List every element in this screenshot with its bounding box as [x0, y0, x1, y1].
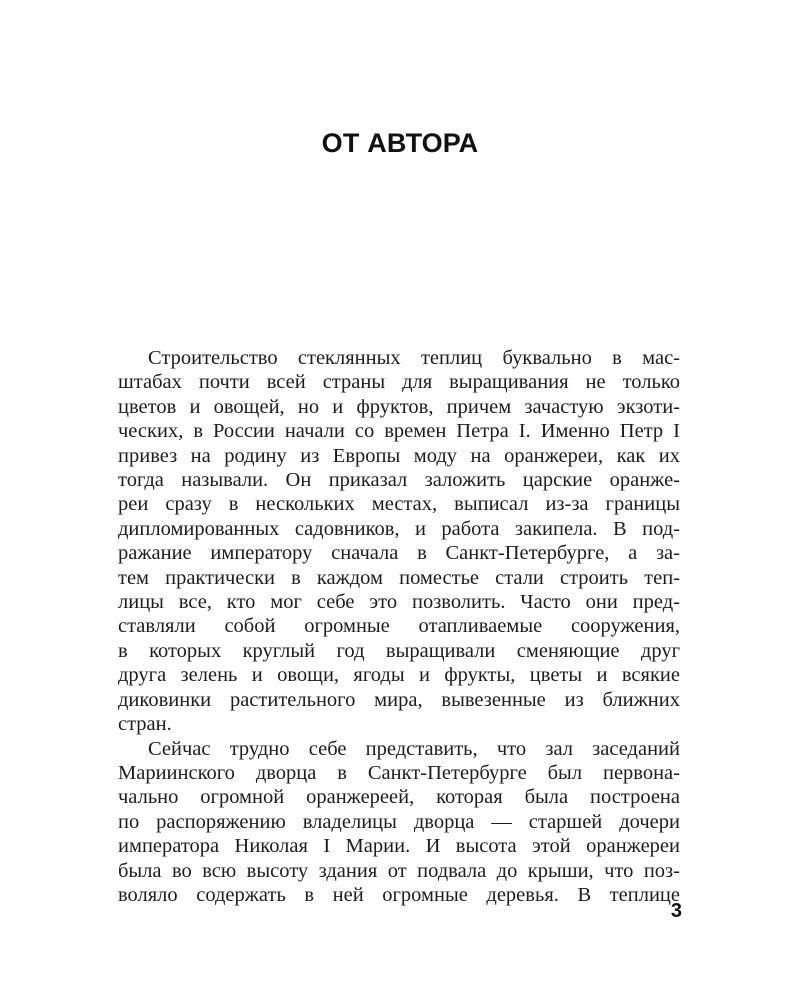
text-line: Строительство стеклянных теплиц буквально в мас-	[148, 347, 680, 369]
text-line: диковинки растительного мира, вывезенные из ближних	[118, 688, 680, 711]
text-line: дипломированных садовников, и работа закипела. В под-	[118, 517, 680, 540]
text-line: реи сразу в нескольких местах, выписал из-за границы	[118, 493, 680, 516]
text-line: воляло содержать в ней огромные деревья. В теплице	[118, 883, 680, 906]
text-line: чально огромной оранжереей, которая была построена	[118, 786, 680, 809]
text-line: по распоряжению владелицы дворца — старшей дочери	[118, 810, 680, 833]
text-line: императора Николая I Марии. И высота этой оранжереи	[118, 835, 680, 858]
text-line: цветов и овощей, но и фруктов, причем зачастую экзоти-	[118, 395, 680, 418]
text-line: друга зелень и овощи, ягоды и фрукты, цветы и всякие	[118, 664, 680, 687]
text-line: стран.	[118, 713, 172, 736]
text-line: привез на родину из Европы моду на оранжереи, как их	[118, 444, 680, 467]
text-line: штабах почти всей страны для выращивания не только	[118, 371, 680, 394]
chapter-title: ОТ АВТОРА	[321, 128, 479, 158]
text-line: тогда называли. Он приказал заложить царские оранже-	[118, 469, 680, 492]
page-number: 3	[670, 900, 682, 922]
text-line: ставляли собой огромные отапливаемые сооружения,	[118, 615, 680, 638]
text-line: в которых круглый год выращивали сменяющие друг	[118, 639, 680, 662]
text-line: Мариинского дворца в Санкт-Петербурге был первона-	[118, 761, 680, 784]
text-line: ражание императору сначала в Санкт-Петербурге, а за-	[118, 542, 680, 565]
text-line: лицы все, кто мог себе это позволить. Часто они пред-	[118, 591, 680, 614]
text-line: ческих, в России начали со времен Петра I. Именно Петр I	[118, 420, 680, 443]
body-text	[118, 346, 680, 907]
text-line: Сейчас трудно себе представить, что зал заседаний	[148, 737, 680, 760]
text-line: тем практически в каждом поместье стали строить теп-	[118, 566, 680, 589]
text-line: была во всю высоту здания от подвала до крыши, что поз-	[118, 859, 680, 882]
